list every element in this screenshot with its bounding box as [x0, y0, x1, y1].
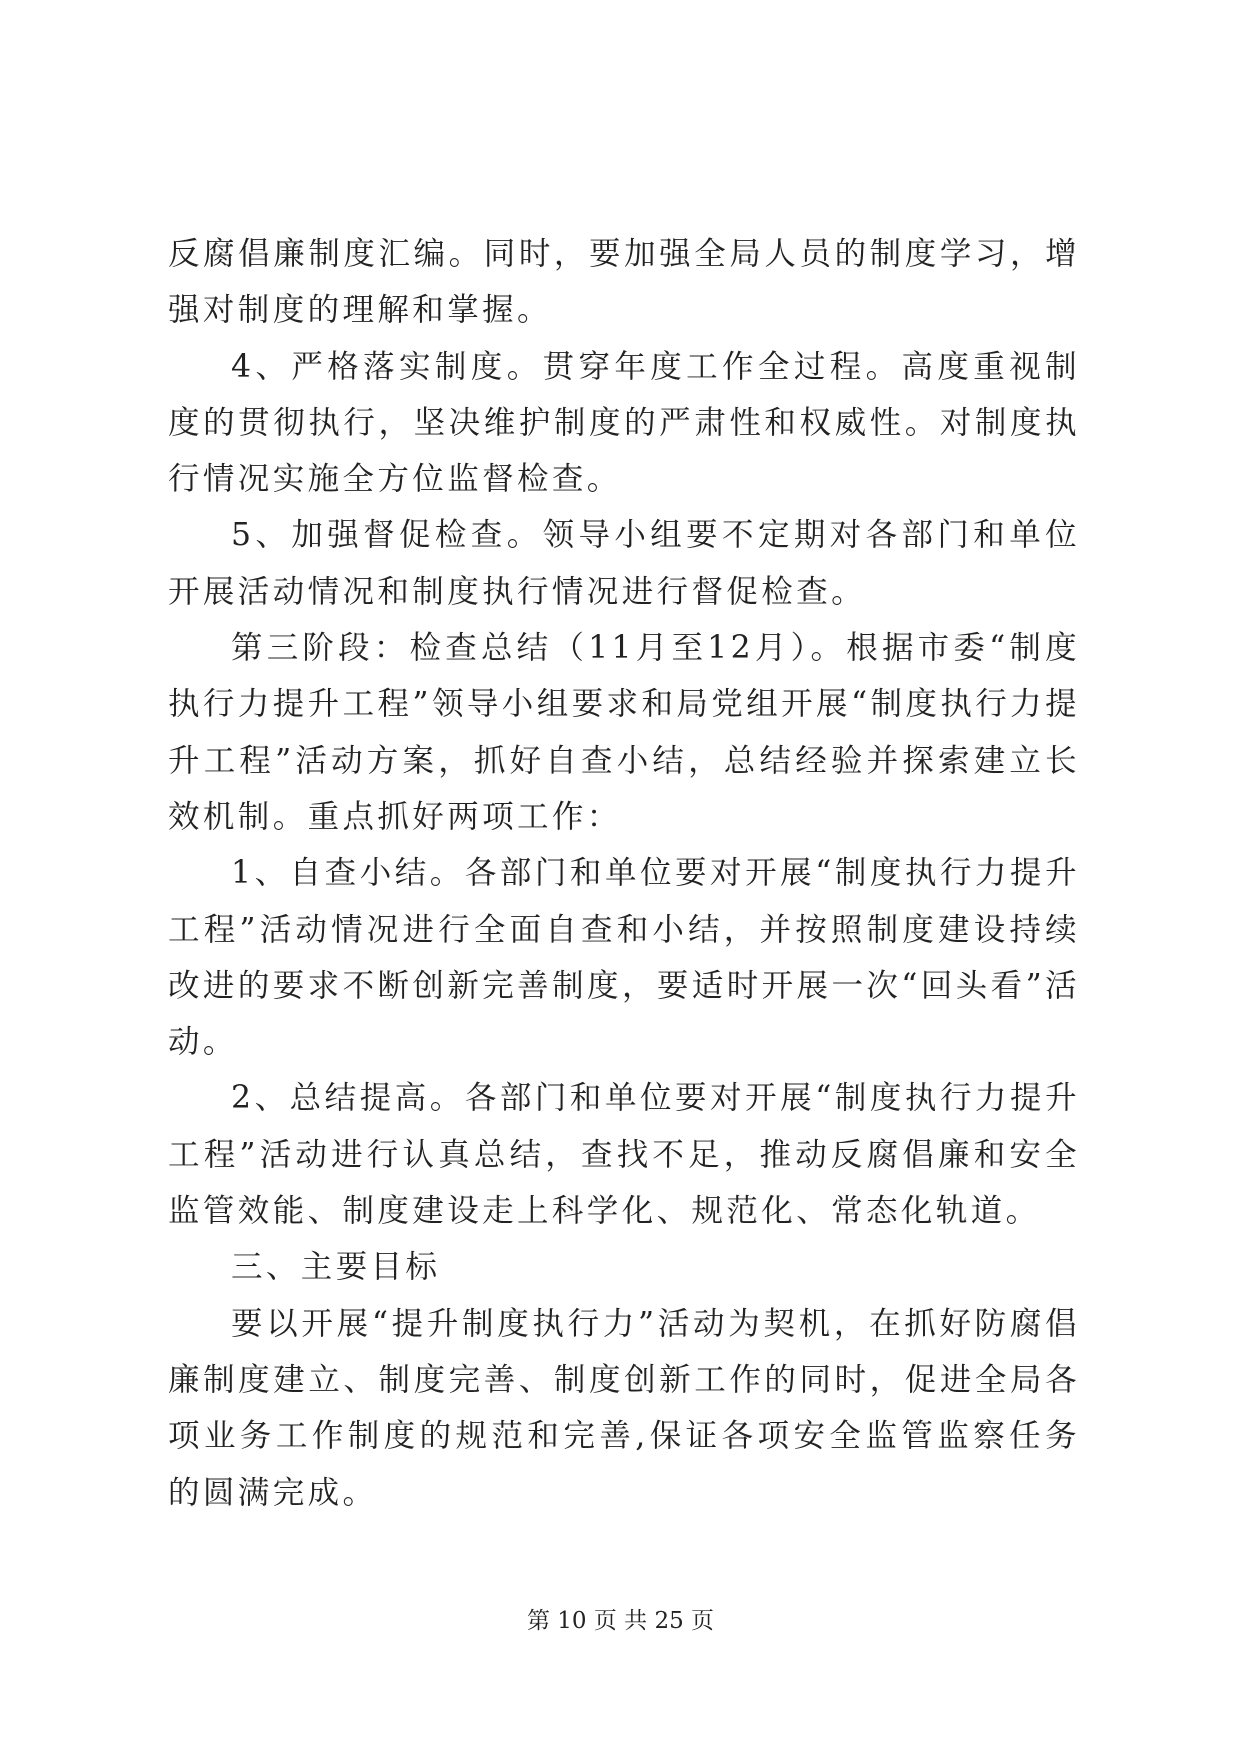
paragraph-2: 4、严格落实制度。贯穿年度工作全过程。高度重视制度的贯彻执行，坚决维护制度的严肃性和权威性。对制度执行情况实施全方位监督检查。: [168, 348, 1080, 498]
paragraph-1: 反腐倡廉制度汇编。同时，要加强全局人员的制度学习，增强对制度的理解和掌握。: [168, 236, 1080, 329]
paragraph-6: 2、总结提高。各部门和单位要对开展“制度执行力提升工程”活动进行认真总结，查找不足，推动反腐倡廉和安全监管效能、制度建设走上科学化、规范化、常态化轨道。: [168, 1080, 1080, 1230]
page-number-footer: 第 10 页 共 25 页: [526, 1608, 715, 1634]
paragraph-4: 第三阶段：检查总结（11月至12月）。根据市委“制度执行力提升工程”领导小组要求和局党组开展“制度执行力提升工程”活动方案，抓好自查小结，总结经验并探索建立长效机制。重点抓好两项工作：: [168, 630, 1080, 835]
paragraph-8: 要以开展“提升制度执行力”活动为契机，在抓好防腐倡廉制度建立、制度完善、制度创新工作的同时，促进全局各项业务工作制度的规范和完善,保证各项安全监管监察任务的圆满完成。: [168, 1305, 1080, 1511]
paragraph-3: 5、加强督促检查。领导小组要不定期对各部门和单位开展活动情况和制度执行情况进行督促检查。: [168, 517, 1080, 610]
section-heading: 三、主要目标: [231, 1249, 441, 1286]
document-body: [168, 226, 1080, 1521]
paragraph-5: 1、自查小结。各部门和单位要对开展“制度执行力提升工程”活动情况进行全面自查和小结，并按照制度建设持续改进的要求不断创新完善制度，要适时开展一次“回头看”活动。: [168, 855, 1080, 1061]
